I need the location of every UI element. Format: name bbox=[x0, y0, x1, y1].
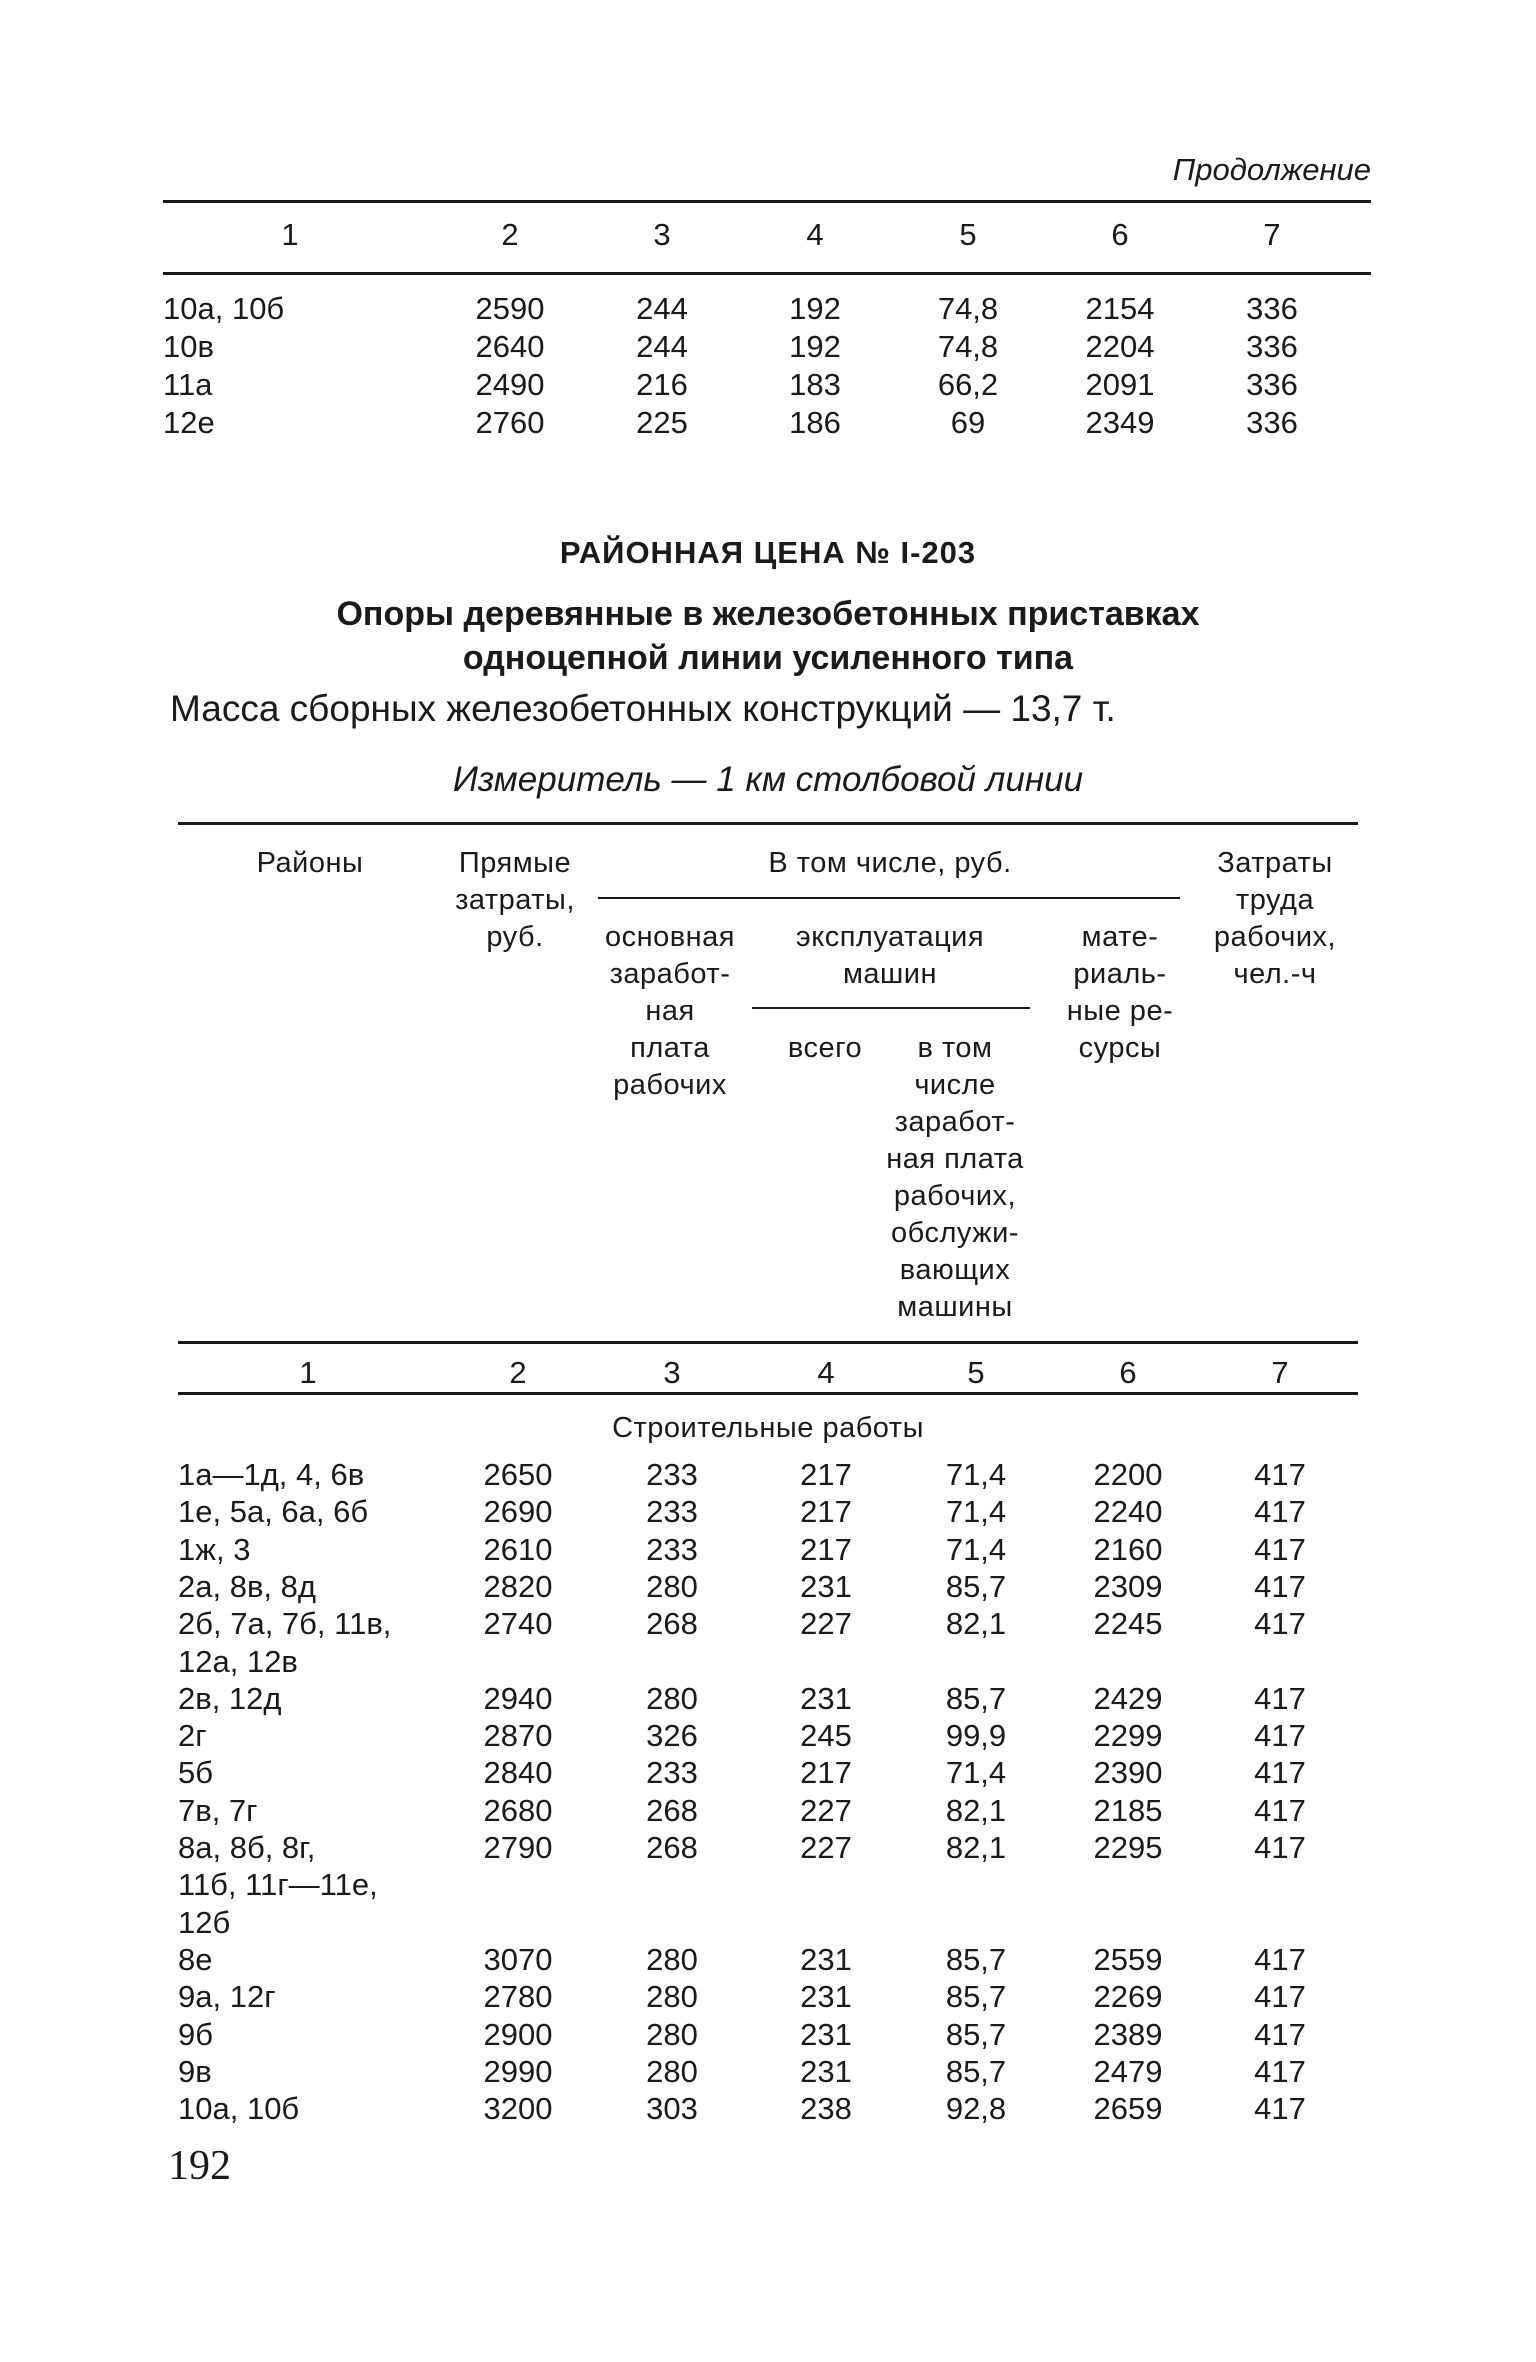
subtitle-line-1: Опоры деревянные в железобетонных приставках bbox=[336, 595, 1200, 633]
region-label: 12е bbox=[163, 405, 215, 440]
header-line: вающих bbox=[899, 1254, 1011, 1286]
header-line: обслужи- bbox=[891, 1217, 1019, 1249]
table-cell: 231 bbox=[800, 2016, 852, 2052]
region-label: 2а, 8в, 8д bbox=[178, 1568, 316, 1604]
column-number: 4 bbox=[817, 1355, 835, 1390]
table-cell: 417 bbox=[1254, 2091, 1306, 2127]
table-cell: 2659 bbox=[1093, 2091, 1163, 2127]
table-cell: 192 bbox=[789, 291, 841, 326]
table-cell: 227 bbox=[800, 1830, 852, 1865]
region-label: 2г bbox=[178, 1718, 207, 1754]
table-cell: 336 bbox=[1246, 291, 1298, 326]
table-cell: 85,7 bbox=[945, 1979, 1007, 2015]
table-cell: 2479 bbox=[1093, 2053, 1163, 2089]
table-cell: 2760 bbox=[475, 405, 545, 440]
top-table-rule-mid bbox=[163, 272, 1371, 275]
header-machine-operation bbox=[770, 919, 1010, 993]
table-cell: 3200 bbox=[483, 2091, 553, 2127]
table-cell: 233 bbox=[646, 1531, 698, 1567]
header-of-which-wage bbox=[880, 1030, 1030, 1326]
table-cell: 417 bbox=[1254, 1494, 1306, 1530]
table-cell: 92,8 bbox=[945, 2091, 1007, 2127]
column-number: 2 bbox=[501, 217, 519, 252]
table-cell: 280 bbox=[646, 1568, 698, 1604]
header-line: риаль- bbox=[1073, 958, 1167, 990]
region-label: 12б bbox=[178, 1904, 231, 1940]
header-line: чел.-ч bbox=[1233, 958, 1317, 990]
column-number: 3 bbox=[663, 1355, 681, 1390]
region-label: 8а, 8б, 8г, bbox=[178, 1830, 316, 1865]
table-cell: 3070 bbox=[483, 1941, 553, 1977]
header-line: основная bbox=[604, 921, 736, 953]
table-cell: 2690 bbox=[483, 1494, 553, 1530]
region-label: 2в, 12д bbox=[178, 1680, 282, 1716]
column-number: 5 bbox=[959, 217, 977, 252]
table-cell: 2610 bbox=[483, 1531, 553, 1567]
header-line: рабочих, bbox=[893, 1180, 1017, 1212]
table-cell: 233 bbox=[646, 1457, 698, 1492]
table-cell: 268 bbox=[646, 1606, 698, 1642]
column-number: 2 bbox=[509, 1355, 527, 1390]
table-cell: 2490 bbox=[475, 367, 545, 402]
table-cell: 280 bbox=[646, 2053, 698, 2089]
header-line: сурсы bbox=[1078, 1032, 1162, 1064]
region-label: 10а, 10б bbox=[178, 2091, 300, 2127]
header-rule-including bbox=[598, 897, 1180, 899]
column-number: 6 bbox=[1111, 217, 1129, 252]
header-line: руб. bbox=[486, 921, 544, 953]
table-cell: 2390 bbox=[1093, 1755, 1163, 1791]
table-cell: 85,7 bbox=[945, 2016, 1007, 2052]
region-label: 2б, 7а, 7б, 11в, bbox=[178, 1606, 392, 1642]
table-cell: 2240 bbox=[1093, 1494, 1163, 1530]
header-rule-top bbox=[178, 822, 1358, 825]
table-cell: 82,1 bbox=[945, 1606, 1007, 1642]
header-line: Прямые bbox=[458, 847, 572, 879]
column-number: 7 bbox=[1263, 217, 1281, 252]
region-label: 1а—1д, 4, 6в bbox=[178, 1457, 365, 1492]
region-label: 11б, 11г—11е, bbox=[178, 1867, 378, 1903]
header-direct-costs bbox=[440, 845, 590, 956]
table-cell: 2940 bbox=[483, 1680, 553, 1716]
table-cell: 85,7 bbox=[945, 1941, 1007, 1977]
column-number: 3 bbox=[653, 217, 671, 252]
table-cell: 2204 bbox=[1085, 329, 1155, 364]
continuation-label: Продолжение bbox=[1172, 152, 1371, 187]
region-label: 9б bbox=[178, 2016, 213, 2052]
table-cell: 2820 bbox=[483, 1568, 553, 1604]
table-cell: 2840 bbox=[483, 1755, 553, 1791]
table-cell: 82,1 bbox=[945, 1830, 1007, 1865]
header-line: заработ- bbox=[609, 958, 731, 990]
region-label: 8е bbox=[178, 1941, 213, 1977]
table-cell: 2870 bbox=[483, 1718, 553, 1754]
table-cell: 69 bbox=[950, 405, 986, 440]
region-label: 10в bbox=[163, 329, 214, 364]
table-cell: 2650 bbox=[483, 1457, 553, 1492]
table-cell: 417 bbox=[1254, 1979, 1306, 2015]
table-cell: 2429 bbox=[1093, 1680, 1163, 1716]
table-cell: 233 bbox=[646, 1494, 698, 1530]
table-cell: 417 bbox=[1254, 2053, 1306, 2089]
table-cell: 71,4 bbox=[945, 1531, 1007, 1567]
table-cell: 2900 bbox=[483, 2016, 553, 2052]
section-label: Строительные работы bbox=[612, 1412, 924, 1444]
table-cell: 417 bbox=[1254, 1457, 1306, 1492]
region-label: 1е, 5а, 6а, 6б bbox=[178, 1494, 369, 1530]
header-line: заработ- bbox=[894, 1106, 1016, 1138]
header-materials bbox=[1050, 919, 1190, 1067]
table-cell: 417 bbox=[1254, 1755, 1306, 1791]
table-cell: 2295 bbox=[1093, 1830, 1163, 1865]
header-line: ные ре- bbox=[1066, 995, 1174, 1027]
table-cell: 417 bbox=[1254, 2016, 1306, 2052]
header-line: ная bbox=[645, 995, 695, 1027]
table-cell: 280 bbox=[646, 2016, 698, 2052]
table-cell: 2299 bbox=[1093, 1718, 1163, 1754]
header-line: мате- bbox=[1081, 921, 1159, 953]
region-label: 9в bbox=[178, 2053, 212, 2089]
column-number: 4 bbox=[806, 217, 824, 252]
table-cell: 2309 bbox=[1093, 1568, 1163, 1604]
table-cell: 417 bbox=[1254, 1680, 1306, 1716]
table-cell: 268 bbox=[646, 1830, 698, 1865]
table-cell: 245 bbox=[800, 1718, 852, 1754]
header-regions: Районы bbox=[256, 847, 364, 879]
subtitle bbox=[0, 592, 1536, 680]
header-base-wage bbox=[590, 919, 750, 1104]
header-line: рабочих bbox=[613, 1069, 727, 1101]
table-cell: 216 bbox=[636, 367, 688, 402]
region-label: 1ж, 3 bbox=[178, 1531, 251, 1567]
table-cell: 233 bbox=[646, 1755, 698, 1791]
column-number: 7 bbox=[1271, 1355, 1289, 1390]
table-cell: 71,4 bbox=[945, 1494, 1007, 1530]
table-cell: 2091 bbox=[1085, 367, 1155, 402]
mass-line: Масса сборных железобетонных конструкций — 13,7 т. bbox=[170, 688, 1116, 729]
table-cell: 2790 bbox=[483, 1830, 553, 1865]
table-cell: 74,8 bbox=[937, 329, 999, 364]
table-cell: 217 bbox=[800, 1457, 852, 1492]
table-cell: 2185 bbox=[1093, 1792, 1163, 1828]
table-cell: 268 bbox=[646, 1792, 698, 1828]
table-cell: 303 bbox=[646, 2091, 698, 2127]
table-cell: 183 bbox=[789, 367, 841, 402]
header-labor-costs bbox=[1195, 845, 1355, 993]
table-cell: 71,4 bbox=[945, 1755, 1007, 1791]
table-cell: 336 bbox=[1246, 367, 1298, 402]
table-cell: 2154 bbox=[1085, 291, 1155, 326]
header-line: машин bbox=[842, 958, 938, 990]
table-cell: 2780 bbox=[483, 1979, 553, 2015]
table-cell: 238 bbox=[800, 2091, 852, 2127]
table-cell: 244 bbox=[636, 329, 688, 364]
top-table-rule-top bbox=[163, 200, 1371, 203]
table-cell: 417 bbox=[1254, 1941, 1306, 1977]
table-cell: 217 bbox=[800, 1755, 852, 1791]
meter-line: Измеритель — 1 км столбовой линии bbox=[452, 760, 1084, 799]
column-number: 1 bbox=[281, 217, 299, 252]
table-cell: 227 bbox=[800, 1792, 852, 1828]
header-line: ная плата bbox=[886, 1143, 1024, 1175]
header-line: числе bbox=[914, 1069, 996, 1101]
header-line: затраты, bbox=[455, 884, 575, 916]
region-label: 10а, 10б bbox=[163, 291, 285, 326]
header-line: труда bbox=[1235, 884, 1315, 916]
table-cell: 417 bbox=[1254, 1568, 1306, 1604]
table-cell: 231 bbox=[800, 1680, 852, 1716]
region-label: 12а, 12в bbox=[178, 1643, 298, 1679]
table-cell: 326 bbox=[646, 1718, 698, 1754]
header-including: В том числе, руб. bbox=[768, 847, 1012, 879]
region-label: 5б bbox=[178, 1755, 213, 1791]
table-cell: 417 bbox=[1254, 1792, 1306, 1828]
column-number: 5 bbox=[967, 1355, 985, 1390]
table-cell: 225 bbox=[636, 405, 688, 440]
region-label: 11а bbox=[163, 367, 213, 402]
header-line: плата bbox=[630, 1032, 710, 1064]
header-rule-machines bbox=[752, 1007, 1030, 1009]
table-cell: 231 bbox=[800, 2053, 852, 2089]
header-line: машины bbox=[897, 1291, 1013, 1323]
region-label: 7в, 7г bbox=[178, 1792, 258, 1828]
table-cell: 192 bbox=[789, 329, 841, 364]
table-cell: 66,2 bbox=[937, 367, 999, 402]
table-cell: 186 bbox=[789, 405, 841, 440]
table-cell: 217 bbox=[800, 1494, 852, 1530]
table-cell: 2559 bbox=[1093, 1941, 1163, 1977]
subtitle-line-2: одноцепной линии усиленного типа bbox=[462, 639, 1074, 677]
header-rule-bottom bbox=[178, 1341, 1358, 1344]
price-title: РАЙОННАЯ ЦЕНА № I-203 bbox=[559, 535, 977, 570]
page-number: 192 bbox=[168, 2143, 231, 2189]
table-cell: 217 bbox=[800, 1531, 852, 1567]
table-cell: 2640 bbox=[475, 329, 545, 364]
table-cell: 2200 bbox=[1093, 1457, 1163, 1492]
table-cell: 2160 bbox=[1093, 1531, 1163, 1567]
table-cell: 2680 bbox=[483, 1792, 553, 1828]
table-cell: 82,1 bbox=[945, 1792, 1007, 1828]
header-total: всего bbox=[787, 1032, 863, 1064]
table-cell: 417 bbox=[1254, 1718, 1306, 1754]
table-cell: 244 bbox=[636, 291, 688, 326]
table-cell: 74,8 bbox=[937, 291, 999, 326]
table-cell: 336 bbox=[1246, 405, 1298, 440]
table-cell: 71,4 bbox=[945, 1457, 1007, 1492]
table-cell: 2990 bbox=[483, 2053, 553, 2089]
table-cell: 227 bbox=[800, 1606, 852, 1642]
region-label: 9а, 12г bbox=[178, 1979, 276, 2015]
table-cell: 231 bbox=[800, 1941, 852, 1977]
table-cell: 231 bbox=[800, 1979, 852, 2015]
header-line: в том bbox=[917, 1032, 993, 1064]
header-line: эксплуатация bbox=[795, 921, 985, 953]
table-cell: 417 bbox=[1254, 1531, 1306, 1567]
table-cell: 417 bbox=[1254, 1606, 1306, 1642]
column-number: 6 bbox=[1119, 1355, 1137, 1390]
table-cell: 417 bbox=[1254, 1830, 1306, 1865]
table-cell: 336 bbox=[1246, 329, 1298, 364]
table-cell: 280 bbox=[646, 1941, 698, 1977]
table-cell: 2269 bbox=[1093, 1979, 1163, 2015]
table-cell: 280 bbox=[646, 1680, 698, 1716]
column-number: 1 bbox=[299, 1355, 317, 1390]
header-line: рабочих, bbox=[1213, 921, 1337, 953]
header-line: Затраты bbox=[1217, 847, 1333, 879]
table-cell: 2389 bbox=[1093, 2016, 1163, 2052]
table-cell: 2245 bbox=[1093, 1606, 1163, 1642]
table-cell: 231 bbox=[800, 1568, 852, 1604]
table-cell: 2590 bbox=[475, 291, 545, 326]
table-cell: 2349 bbox=[1085, 405, 1155, 440]
table-cell: 280 bbox=[646, 1979, 698, 2015]
table-cell: 85,7 bbox=[945, 1568, 1007, 1604]
table-cell: 2740 bbox=[483, 1606, 553, 1642]
table-cell: 85,7 bbox=[945, 1680, 1007, 1716]
table-cell: 85,7 bbox=[945, 2053, 1007, 2089]
table-cell: 99,9 bbox=[945, 1718, 1007, 1754]
colnum-rule-bottom bbox=[178, 1392, 1358, 1395]
